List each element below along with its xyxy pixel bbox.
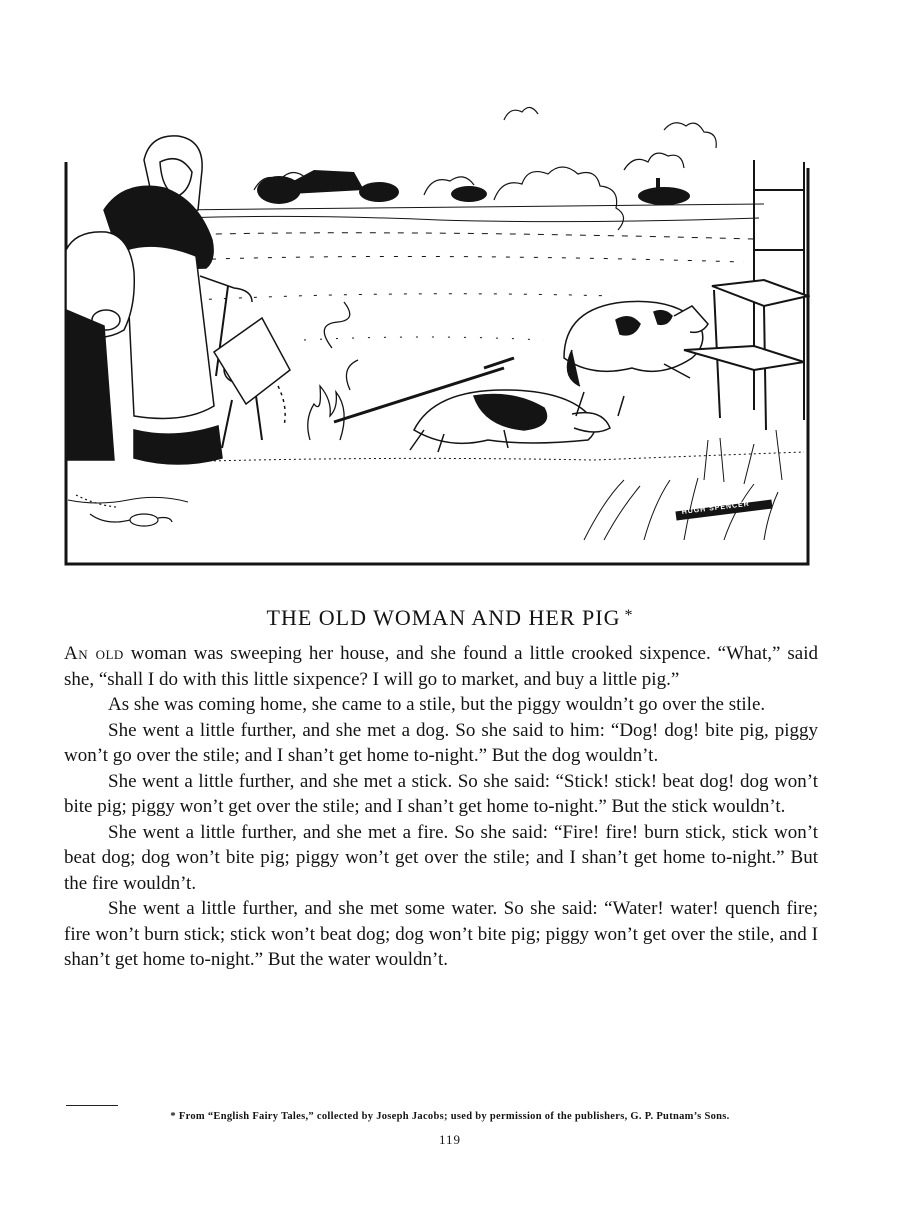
- footnote: * From “English Fairy Tales,” collected by Joseph Jacobs; used by permission of the publishers, G. P. Putnam’s Sons.: [170, 1111, 730, 1122]
- story-title: [0, 605, 900, 631]
- stile-figure: [684, 160, 808, 430]
- cow-figure: [66, 232, 134, 460]
- pig-figure: [564, 301, 708, 416]
- paragraph-2: As she was coming home, she came to a stile, but the piggy wouldn’t go over the stile.: [108, 694, 766, 715]
- paragraph-3: She went a little further, and she met a dog. So she said to him: “Dog! dog! bite pig, piggy won’t go over the stile; and I shan’t get home to-night.” But the dog wouldn’t.: [64, 719, 818, 766]
- opening-words: An old: [64, 643, 124, 664]
- artist-signature: [676, 501, 772, 516]
- signature-text: HUGH SPENCER: [681, 500, 751, 516]
- footnote-rule: [66, 1105, 118, 1106]
- page-number: 119: [438, 1132, 462, 1147]
- story-body: [64, 641, 818, 973]
- paragraph-1-text: woman was sweeping her house, and she found a little crooked sixpence. “What,” said she, “shall I do with this little sixpence? I will go to market, and buy a little pig.”: [64, 643, 818, 690]
- story-illustration: [64, 100, 810, 566]
- water-bucket-figure: [214, 318, 290, 448]
- clouds: [254, 107, 716, 230]
- paragraph-4: She went a little further, and she met a stick. So she said: “Stick! stick! beat dog! dog won’t bite pig; piggy won’t get over the stile; and I shan’t get home to-night.” But the stick wouldn’t.: [64, 770, 818, 817]
- story-title-text: THE OLD WOMAN AND HER PIG: [266, 605, 621, 630]
- paragraph-1: [64, 641, 818, 692]
- farm-and-trees: [257, 170, 690, 205]
- paragraph-5: She went a little further, and she met a fire. So she said: “Fire! fire! burn stick, stick won’t beat dog; dog won’t bite pig; piggy won’t get over the stile; and I shan’t get home to-night.” But the fire wouldn’t.: [64, 821, 818, 894]
- rat-figure: [76, 495, 172, 526]
- footnote-mark: *: [624, 607, 634, 624]
- paragraph-6: She went a little further, and she met some water. So she said: “Water! water! quench fire; fire won’t burn stick; stick won’t beat dog; dog won’t bite pig; piggy won’t get over the stile, and I shan’t get home to-night.” But the water wouldn’t.: [64, 898, 818, 970]
- dog-figure: [410, 390, 610, 452]
- fire-figure: [308, 302, 358, 440]
